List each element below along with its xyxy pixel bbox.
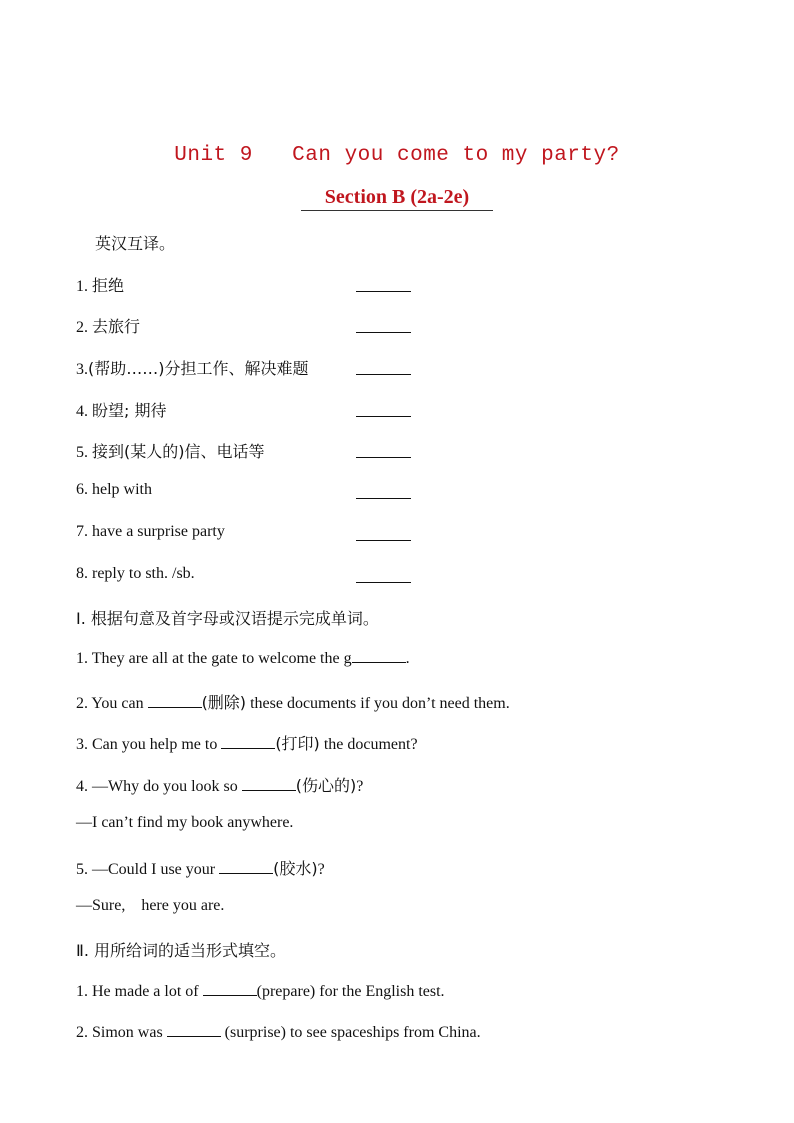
item-text: 盼望; 期待 bbox=[92, 401, 167, 420]
answer-blank[interactable] bbox=[219, 859, 273, 874]
question-1-1: 1. They are all at the gate to welcome the g . bbox=[76, 650, 410, 667]
item-text: (帮助……)分担工作、解决难题 bbox=[88, 359, 309, 378]
answer-blank[interactable] bbox=[356, 360, 411, 380]
item-number: 6. bbox=[76, 481, 88, 498]
list-item bbox=[76, 481, 152, 499]
item-number: 3. bbox=[76, 361, 88, 378]
item-number: 5. bbox=[76, 444, 88, 461]
list-item bbox=[76, 523, 225, 541]
question-1-5: 5. —Could I use your (胶水)? bbox=[76, 859, 325, 878]
list-item bbox=[76, 398, 166, 421]
question-1-5-response: —Sure, here you are. bbox=[76, 897, 225, 914]
hint: (胶水) bbox=[273, 859, 318, 878]
list-item bbox=[76, 439, 265, 462]
question-1-3: 3. Can you help me to (打印) the document? bbox=[76, 734, 418, 753]
list-item bbox=[76, 273, 124, 296]
answer-blank[interactable] bbox=[356, 484, 411, 504]
list-item bbox=[76, 314, 140, 337]
question-1-4-response: —I can’t find my book anywhere. bbox=[76, 814, 294, 831]
item-number: 2. bbox=[76, 319, 88, 336]
item-number: 7. bbox=[76, 523, 88, 540]
item-text: have a surprise party bbox=[92, 523, 225, 540]
hint: (伤心的) bbox=[295, 776, 357, 795]
list-item bbox=[76, 565, 195, 583]
answer-blank[interactable] bbox=[356, 318, 411, 338]
answer-blank[interactable] bbox=[148, 693, 202, 708]
answer-blank[interactable] bbox=[356, 402, 411, 422]
section-subtitle-text: Section B (2a-2e) bbox=[301, 186, 493, 211]
answer-blank[interactable] bbox=[356, 277, 411, 297]
question-1-2: 2. You can (删除) these documents if you don’t need them. bbox=[76, 693, 510, 712]
answer-blank[interactable] bbox=[352, 648, 406, 663]
answer-blank[interactable] bbox=[356, 568, 411, 588]
answer-blank[interactable] bbox=[203, 981, 257, 996]
answer-blank[interactable] bbox=[167, 1022, 221, 1037]
page-title: Unit 9 Can you come to my party? bbox=[174, 144, 620, 167]
item-text: reply to sth. /sb. bbox=[92, 565, 195, 582]
part0-instruction: 英汉互译。 bbox=[95, 234, 176, 253]
part2-heading: Ⅱ. 用所给词的适当形式填空。 bbox=[76, 941, 287, 960]
question-2-1: 1. He made a lot of (prepare) for the English test. bbox=[76, 983, 445, 1000]
hint: (删除) bbox=[201, 693, 247, 712]
item-text: 接到(某人的)信、电话等 bbox=[92, 442, 265, 461]
item-text: 去旅行 bbox=[92, 317, 141, 336]
answer-blank[interactable] bbox=[356, 443, 411, 463]
hint: (打印) bbox=[275, 734, 320, 753]
item-number: 8. bbox=[76, 565, 88, 582]
item-number: 1. bbox=[76, 278, 88, 295]
answer-blank[interactable] bbox=[356, 526, 411, 546]
item-text: help with bbox=[92, 481, 152, 498]
part1-heading: Ⅰ. 根据句意及首字母或汉语提示完成单词。 bbox=[76, 609, 379, 628]
item-text: 拒绝 bbox=[92, 276, 125, 295]
answer-blank[interactable] bbox=[221, 734, 275, 749]
section-subtitle bbox=[0, 186, 794, 209]
list-item bbox=[76, 356, 309, 379]
question-1-4: 4. —Why do you look so (伤心的)? bbox=[76, 776, 364, 795]
answer-blank[interactable] bbox=[242, 776, 296, 791]
item-number: 4. bbox=[76, 403, 88, 420]
question-2-2: 2. Simon was (surprise) to see spaceships from China. bbox=[76, 1024, 481, 1041]
